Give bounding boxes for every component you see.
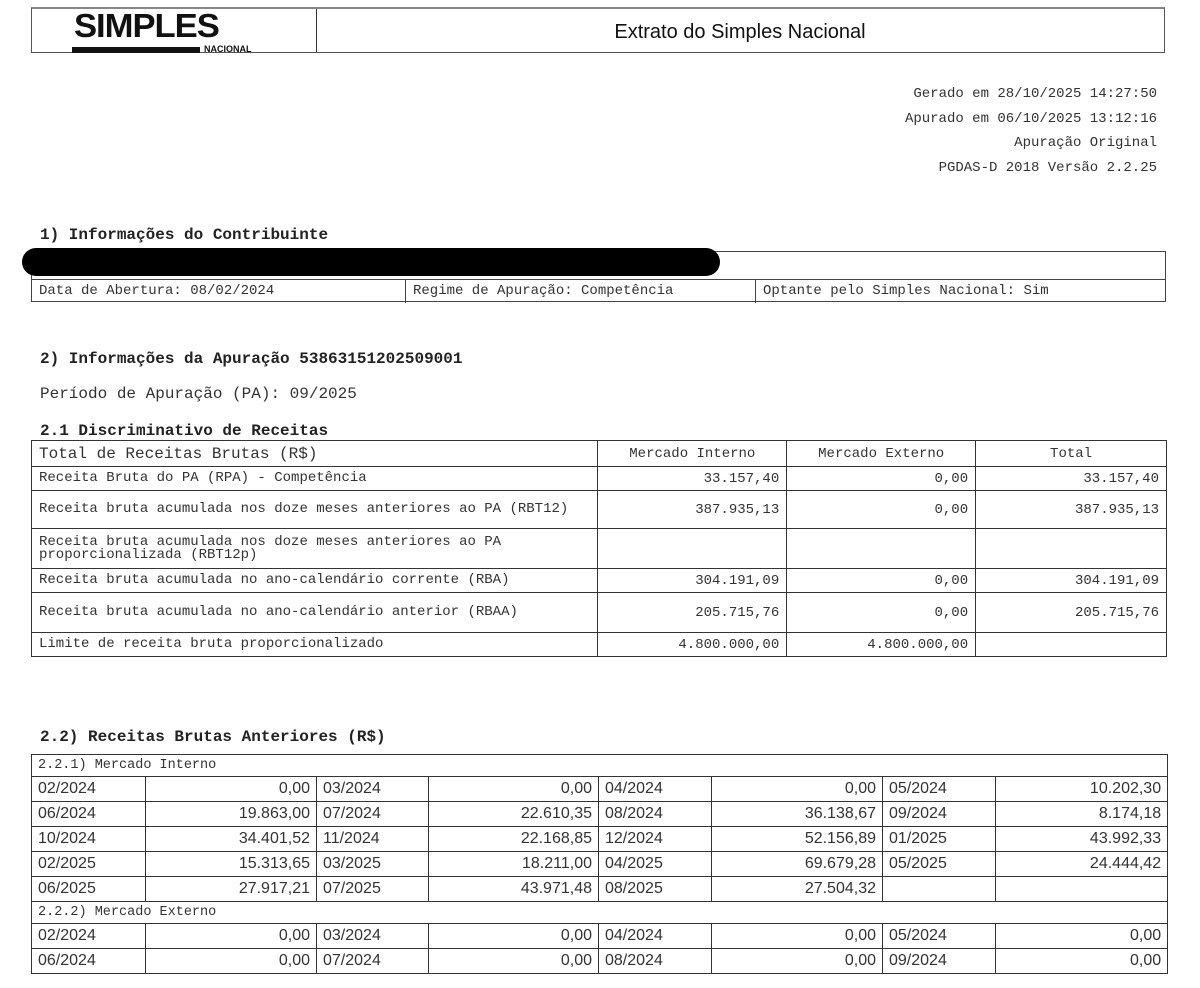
amount: 52.156,89: [712, 827, 883, 852]
period: 03/2025: [317, 852, 429, 877]
period: 07/2024: [317, 802, 429, 827]
table-row: [32, 949, 1168, 974]
value-externo: 0,00: [787, 569, 976, 593]
value-interno: 205.715,76: [598, 593, 787, 633]
amount: 0,00: [712, 949, 883, 974]
period: 08/2024: [599, 949, 712, 974]
row-label: Limite de receita bruta proporcionalizado: [32, 633, 598, 657]
simples-nacional-logo: [32, 9, 317, 52]
amount: 27.917,21: [146, 877, 317, 902]
amount: 0,00: [146, 777, 317, 802]
amount: 24.444,42: [996, 852, 1168, 877]
period: [883, 877, 996, 902]
mercado-interno-title: 2.2.1) Mercado Interno: [32, 755, 1168, 777]
value-interno: 304.191,09: [598, 569, 787, 593]
section1-title: 1) Informações do Contribuinte: [40, 226, 329, 244]
period: 05/2025: [883, 852, 996, 877]
row-label: Receita Bruta do PA (RPA) - Competência: [32, 467, 598, 491]
value-total: 304.191,09: [976, 569, 1167, 593]
table-row: [32, 633, 1167, 657]
amount: 0,00: [996, 924, 1168, 949]
value-interno: 33.157,40: [598, 467, 787, 491]
amount: 43.992,33: [996, 827, 1168, 852]
table-row: [32, 569, 1167, 593]
period: 08/2025: [599, 877, 712, 902]
periodo-apuracao: Período de Apuração (PA): 09/2025: [40, 385, 357, 403]
period: 02/2024: [32, 924, 146, 949]
period: 04/2024: [599, 777, 712, 802]
table-row: [32, 852, 1168, 877]
amount: 43.971,48: [429, 877, 599, 902]
table-row: [32, 491, 1167, 529]
period: 04/2024: [599, 924, 712, 949]
amount: 0,00: [712, 924, 883, 949]
apurado-timestamp: Apurado em 06/10/2025 13:12:16: [904, 110, 1157, 127]
value-total: [976, 529, 1167, 569]
period: 04/2025: [599, 852, 712, 877]
logo-bar: [72, 47, 200, 53]
value-total: 387.935,13: [976, 491, 1167, 529]
period: 01/2025: [883, 827, 996, 852]
amount: [996, 877, 1168, 902]
period: 03/2024: [317, 924, 429, 949]
section21-title: 2.1 Discriminativo de Receitas: [40, 422, 329, 440]
optante-simples: Optante pelo Simples Nacional: Sim: [763, 283, 1049, 299]
amount: 69.679,28: [712, 852, 883, 877]
receitas-anteriores-table: [31, 754, 1168, 974]
value-total: 33.157,40: [976, 467, 1167, 491]
value-externo: 4.800.000,00: [787, 633, 976, 657]
value-interno: [598, 529, 787, 569]
amount: 27.504,32: [712, 877, 883, 902]
header-total-receitas: Total de Receitas Brutas (R$): [32, 441, 598, 467]
amount: 15.313,65: [146, 852, 317, 877]
period: 08/2024: [599, 802, 712, 827]
value-interno: 387.935,13: [598, 491, 787, 529]
period: 02/2024: [32, 777, 146, 802]
contributor-info-table: [31, 251, 1166, 302]
mercado-externo-subheader: [32, 902, 1168, 924]
period: 06/2024: [32, 949, 146, 974]
table-row: [32, 777, 1168, 802]
amount: 0,00: [429, 949, 599, 974]
row-label: Receita bruta acumulada no ano-calendário anterior (RBAA): [32, 593, 598, 633]
period: 07/2025: [317, 877, 429, 902]
contributor-details-row: [32, 279, 1165, 303]
document-title: Extrato do Simples Nacional: [614, 21, 866, 43]
redacted-contributor-name: [22, 248, 720, 276]
amount: 8.174,18: [996, 802, 1168, 827]
period: 10/2024: [32, 827, 146, 852]
period: 05/2024: [883, 924, 996, 949]
header-mercado-interno: Mercado Interno: [598, 441, 787, 467]
amount: 18.211,00: [429, 852, 599, 877]
period: 03/2024: [317, 777, 429, 802]
value-total: 205.715,76: [976, 593, 1167, 633]
receitas-discriminativo-table: [31, 440, 1167, 657]
value-externo: 0,00: [787, 491, 976, 529]
amount: 0,00: [146, 949, 317, 974]
amount: 0,00: [429, 777, 599, 802]
amount: 0,00: [712, 777, 883, 802]
row-label: Receita bruta acumulada nos doze meses anteriores ao PA proporcionalizada (RBT12p): [32, 529, 598, 569]
table-row: [32, 827, 1168, 852]
mercado-interno-subheader: [32, 755, 1168, 777]
period: 06/2025: [32, 877, 146, 902]
value-interno: 4.800.000,00: [598, 633, 787, 657]
amount: 34.401,52: [146, 827, 317, 852]
header-total: Total: [976, 441, 1167, 467]
table-row: [32, 593, 1167, 633]
period: 12/2024: [599, 827, 712, 852]
period: 11/2024: [317, 827, 429, 852]
table-header-row: [32, 441, 1167, 467]
amount: 19.863,00: [146, 802, 317, 827]
value-externo: 0,00: [787, 593, 976, 633]
table-row: [32, 877, 1168, 902]
logo-sub-text: NACIONAL: [204, 44, 252, 54]
period: 05/2024: [883, 777, 996, 802]
table-row: [32, 467, 1167, 491]
mercado-externo-title: 2.2.2) Mercado Externo: [32, 902, 1168, 924]
amount: 0,00: [996, 949, 1168, 974]
period: 09/2024: [883, 949, 996, 974]
table-row: [32, 802, 1168, 827]
header-mercado-externo: Mercado Externo: [787, 441, 976, 467]
period: 09/2024: [883, 802, 996, 827]
section22-title: 2.2) Receitas Brutas Anteriores (R$): [40, 728, 386, 746]
amount: 22.168,85: [429, 827, 599, 852]
period: 07/2024: [317, 949, 429, 974]
value-total: [976, 633, 1167, 657]
value-externo: [787, 529, 976, 569]
amount: 10.202,30: [996, 777, 1168, 802]
table-row: [32, 529, 1167, 569]
amount: 22.610,35: [429, 802, 599, 827]
opening-date: Data de Abertura: 08/02/2024: [32, 280, 406, 303]
apuracao-type: Apuração Original: [1014, 135, 1157, 151]
table-row: [32, 924, 1168, 949]
amount: 0,00: [429, 924, 599, 949]
regime-apuracao: Regime de Apuração: Competência: [406, 280, 756, 303]
amount: 0,00: [146, 924, 317, 949]
generation-meta: [905, 82, 1157, 180]
amount: 36.138,67: [712, 802, 883, 827]
row-label: Receita bruta acumulada nos doze meses anteriores ao PA (RBT12): [32, 491, 598, 529]
pgdas-version: PGDAS-D 2018 Versão 2.2.25: [938, 159, 1157, 176]
document-header: [31, 7, 1165, 53]
period: 06/2024: [32, 802, 146, 827]
section2-title: 2) Informações da Apuração 53863151202509001: [40, 350, 463, 368]
row-label: Receita bruta acumulada no ano-calendário corrente (RBA): [32, 569, 598, 593]
generated-timestamp: Gerado em 28/10/2025 14:27:50: [913, 86, 1157, 102]
period: 02/2025: [32, 852, 146, 877]
logo-main-text: SIMPLES: [74, 7, 219, 44]
value-externo: 0,00: [787, 467, 976, 491]
